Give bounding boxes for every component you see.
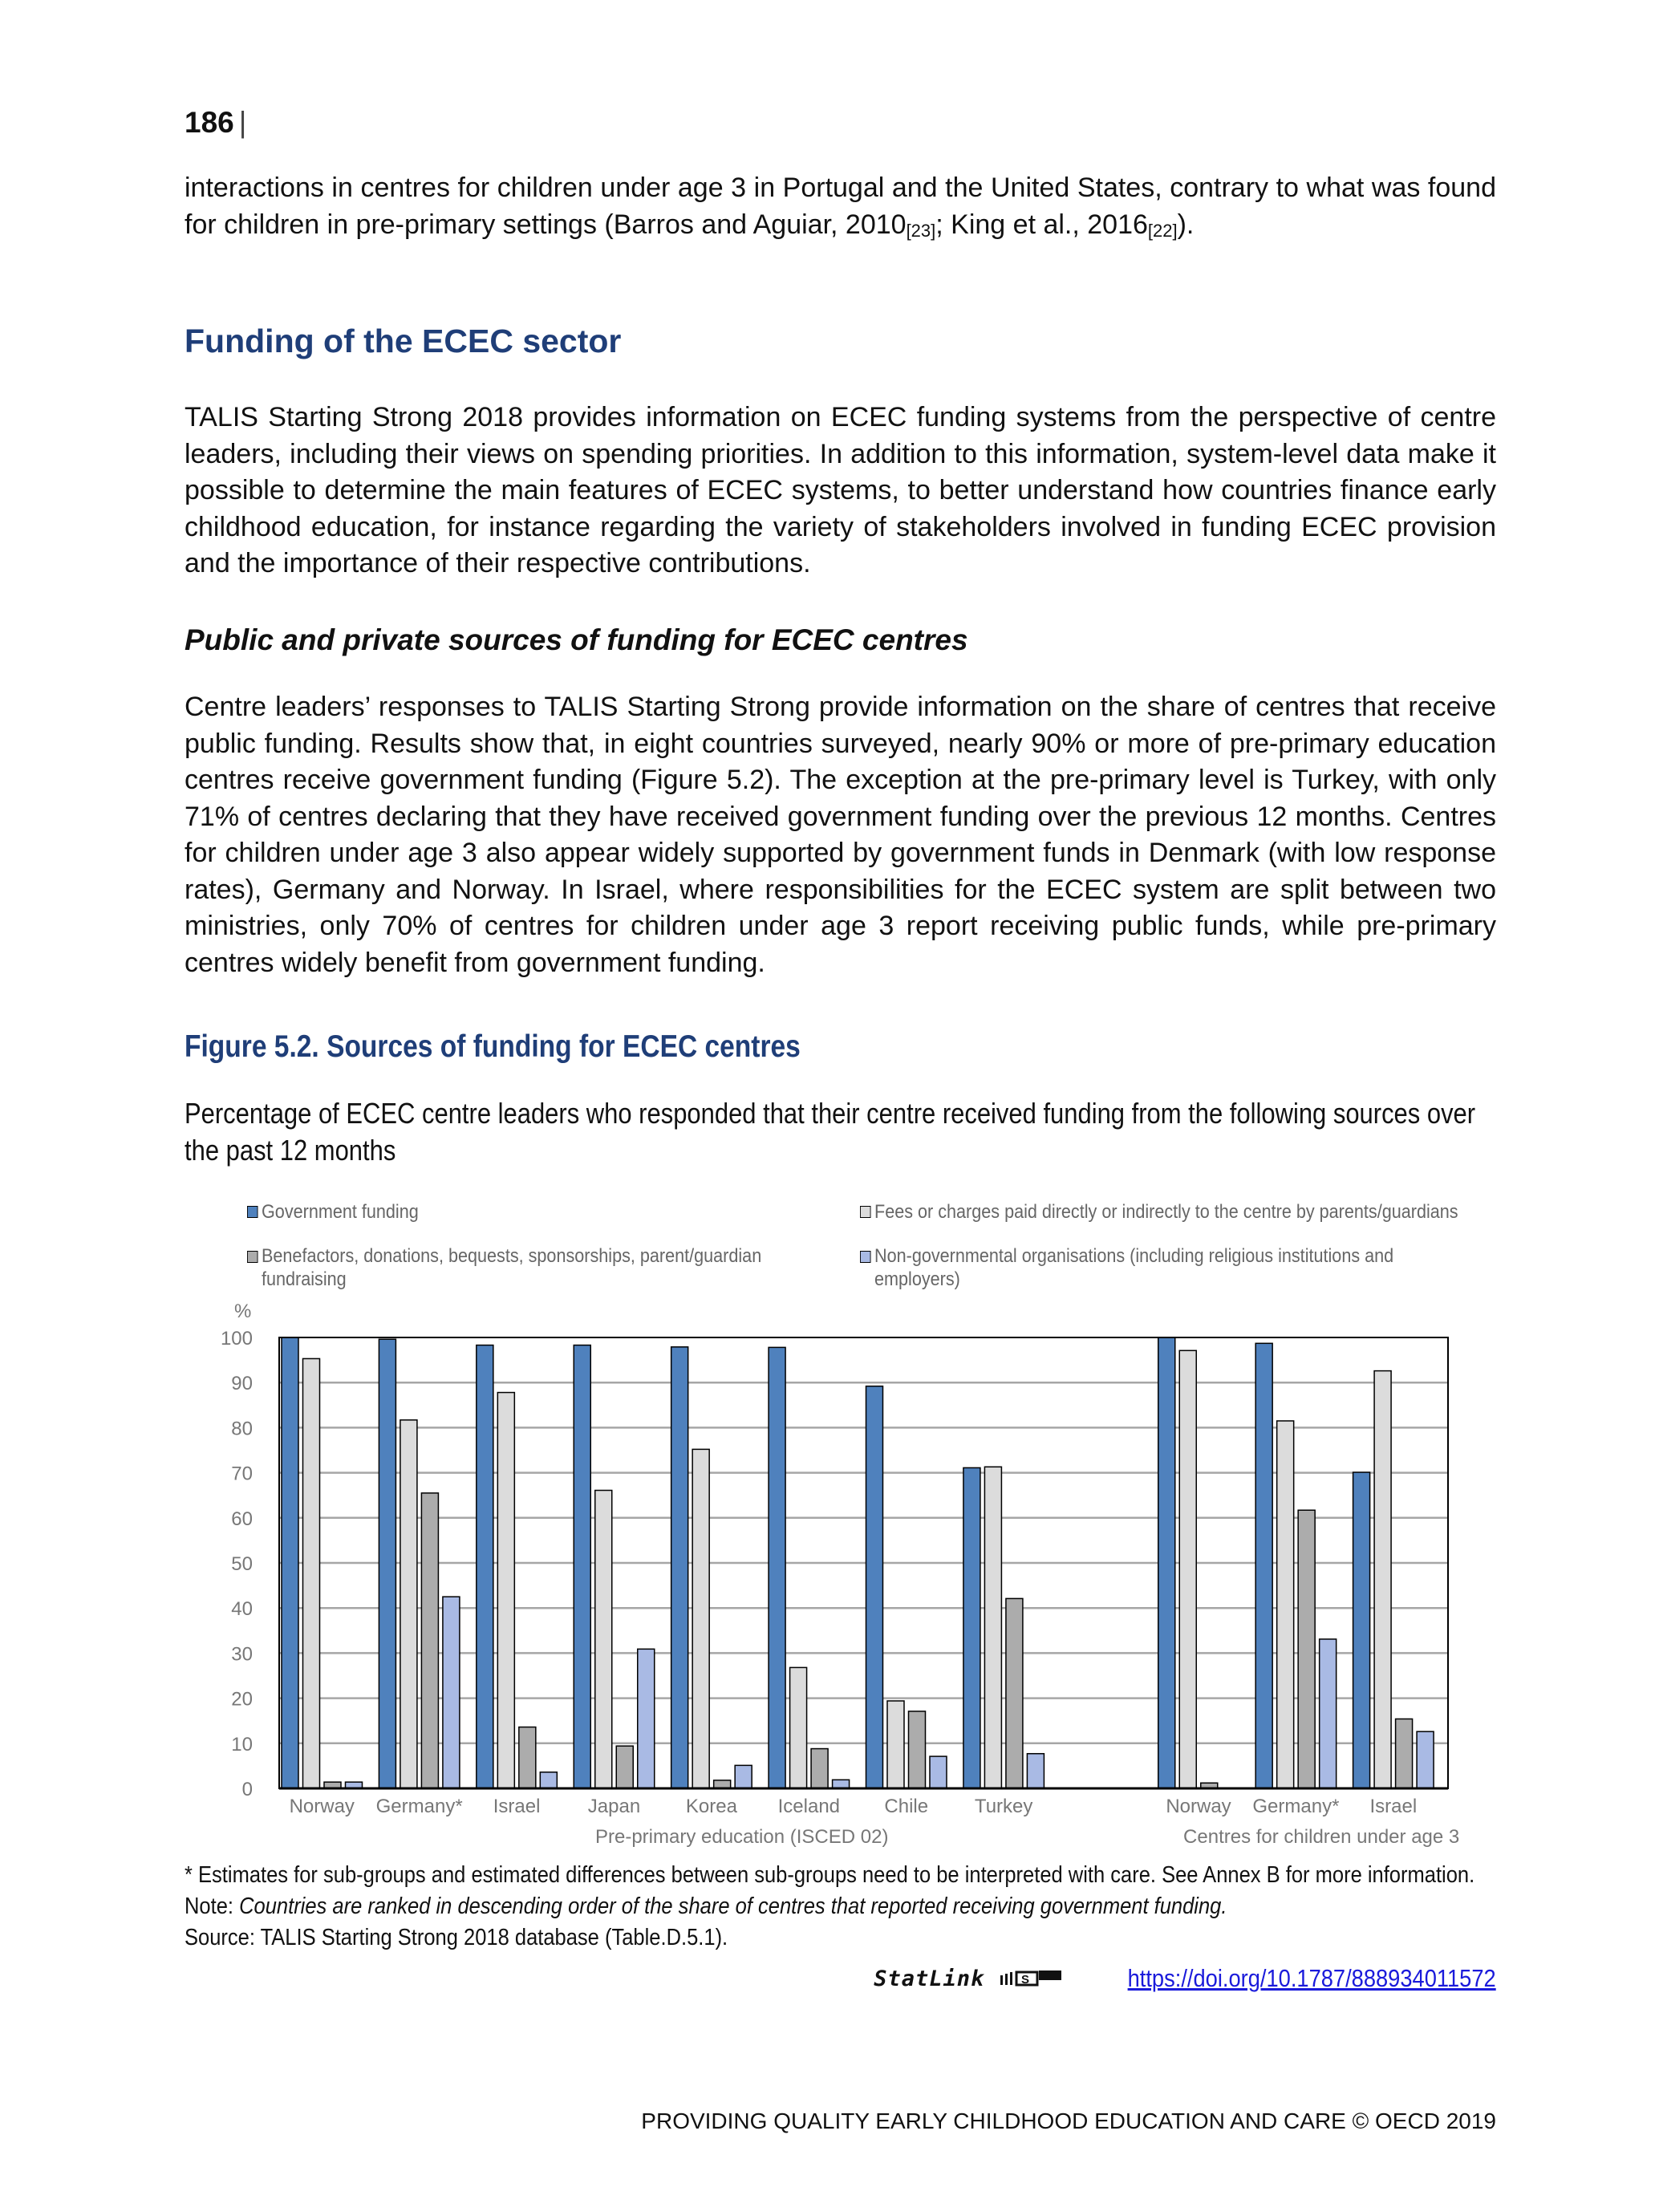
legend-item-fees: [860, 1200, 1458, 1224]
y-tick-label: 60: [231, 1508, 253, 1530]
statlink-logo: StatLink: [874, 1966, 985, 1991]
bar-fees: [984, 1467, 1001, 1788]
y-tick-label: 40: [231, 1598, 253, 1621]
bar-fees: [692, 1449, 709, 1788]
y-tick-label: 10: [231, 1733, 253, 1755]
note-text: Countries are ranked in descending order of the share of centres that reported receiving government funding.: [239, 1893, 1227, 1919]
x-tick-label: Chile: [884, 1796, 929, 1817]
x-tick-label: Norway: [1166, 1796, 1231, 1817]
legend-swatch: [860, 1206, 871, 1218]
y-tick-label: 0: [241, 1779, 253, 1800]
y-tick-label: 50: [231, 1553, 253, 1575]
bar-government: [1353, 1472, 1370, 1788]
statlink-url[interactable]: https://doi.org/10.1787/888934011572: [1127, 1964, 1496, 1992]
x-tick-label: Germany*: [1252, 1796, 1340, 1817]
section-heading: Funding of the ECEC sector: [185, 323, 622, 359]
y-tick-label: 70: [231, 1463, 253, 1485]
bar-government: [963, 1467, 980, 1788]
bar-fees: [595, 1491, 612, 1788]
bar-benefactors: [714, 1780, 731, 1788]
bar-nongovernmental: [1320, 1639, 1337, 1788]
y-tick-label: 90: [231, 1373, 253, 1395]
bar-nongovernmental: [735, 1765, 752, 1788]
bar-government: [282, 1337, 298, 1788]
bar-fees: [400, 1420, 417, 1788]
intro-text-mid: ; King et al., 2016: [935, 209, 1148, 240]
bar-benefactors: [909, 1711, 926, 1788]
note: [185, 1891, 1526, 1922]
bar-nongovernmental: [1417, 1731, 1434, 1788]
legend-item-government: [247, 1200, 419, 1224]
bar-government: [769, 1347, 785, 1788]
bar-government: [1255, 1343, 1272, 1788]
y-tick-label: 80: [231, 1418, 253, 1440]
bar-benefactors: [1298, 1510, 1315, 1788]
bar-fees: [1374, 1371, 1391, 1788]
figure-subtitle: Percentage of ECEC centre leaders who responded that their centre received funding from the following sources over the past 12 months: [185, 1097, 1476, 1167]
bar-nongovernmental: [930, 1756, 947, 1788]
bar-nongovernmental: [1027, 1754, 1044, 1788]
bar-nongovernmental: [638, 1649, 655, 1788]
y-tick-label: 30: [231, 1643, 253, 1666]
bar-government: [866, 1386, 883, 1788]
bar-nongovernmental: [540, 1772, 557, 1788]
bar-benefactors: [811, 1749, 828, 1788]
bar-government: [477, 1345, 493, 1788]
statlink-icon: [999, 1969, 1063, 1988]
x-tick-label: Israel: [493, 1796, 541, 1817]
bar-government: [1158, 1337, 1175, 1788]
bar-fees: [1277, 1421, 1294, 1788]
x-tick-label: Japan: [587, 1796, 641, 1817]
bar-fees: [790, 1667, 807, 1788]
bar-benefactors: [616, 1746, 633, 1788]
bar-nongovernmental: [833, 1780, 850, 1788]
bar-fees: [1179, 1350, 1196, 1788]
intro-paragraph: [185, 170, 1496, 249]
bar-fees: [303, 1358, 320, 1788]
x-tick-label: Israel: [1369, 1796, 1418, 1817]
x-tick-label: Turkey: [974, 1796, 1033, 1817]
page-footer: PROVIDING QUALITY EARLY CHILDHOOD EDUCATION AND CARE © OECD 2019: [641, 2109, 1496, 2133]
citation-ref[interactable]: [23]: [906, 220, 936, 241]
y-tick-label: 20: [231, 1688, 253, 1711]
subsection-paragraph: Centre leaders’ responses to TALIS Starting Strong provide information on the share of centres that receive public funding. Results show that, in eight countries surveyed, nearly 90% or more of pre-primary education centres receive government funding (Figure 5.2). The exception at the pre-primary level is Turkey, with only 71% of centres declaring that they have received government funding over the previous 12 months. Centres for children under age 3 also appear widely supported by government funds in Denmark (with low response rates), Germany and Norway. In Israel, where responsibilities for the ECEC system are split between two ministries, only 70% of centres for children under age 3 report receiving public funds, while pre-primary centres widely benefit from government funding.: [185, 692, 1496, 978]
bar-benefactors: [421, 1493, 438, 1788]
subsection-heading: Public and private sources of funding for ECEC centres: [185, 623, 968, 656]
bar-government: [671, 1347, 688, 1788]
x-tick-label: Iceland: [777, 1796, 841, 1817]
legend-label: Benefactors, donations, bequests, sponsorships, parent/guardian fundraising: [262, 1245, 762, 1290]
bar-benefactors: [1006, 1598, 1023, 1788]
asterisk-note: * Estimates for sub-groups and estimated differences between sub-groups need to be interpreted with care. See Annex B for more information.: [185, 1862, 1475, 1888]
page-number: [185, 106, 246, 140]
bar-benefactors: [1396, 1719, 1413, 1788]
citation-ref[interactable]: [22]: [1147, 220, 1178, 241]
legend-label: Non-governmental organisations (including religious institutions and employers): [874, 1245, 1394, 1290]
intro-text-end: ).: [1177, 209, 1195, 240]
legend-swatch: [860, 1251, 871, 1263]
bar-government: [379, 1339, 395, 1788]
bar-chart: [0, 1284, 1659, 1861]
x-tick-label: Norway: [289, 1796, 355, 1817]
note-label: Note:: [185, 1893, 240, 1919]
page-number-text: 186: [185, 106, 234, 139]
x-tick-label: Germany*: [375, 1796, 463, 1817]
bar-benefactors: [519, 1727, 536, 1788]
bar-nongovernmental: [443, 1597, 460, 1788]
group-label-under-3: Centres for children under age 3: [1183, 1826, 1460, 1848]
bar-fees: [497, 1393, 514, 1788]
legend-label: Government funding: [262, 1201, 419, 1223]
bar-government: [574, 1345, 590, 1788]
y-axis-label: %: [234, 1301, 252, 1322]
y-tick-label: 100: [220, 1328, 253, 1350]
statlink: [874, 1964, 1496, 1993]
section-paragraph: TALIS Starting Strong 2018 provides information on ECEC funding systems from the perspective of centre leaders, including their views on spending priorities. In addition to this information, system-level data make it possible to determine the main features of ECEC systems, to better understand how countries finance early childhood education, for instance regarding the variety of stakeholders involved in funding ECEC provision and the importance of their respective contributions.: [185, 402, 1496, 578]
svg-text:S: S: [1021, 1973, 1030, 1987]
group-label-pre-primary: Pre-primary education (ISCED 02): [594, 1826, 889, 1848]
page-separator: |: [238, 106, 247, 139]
source-note: Source: TALIS Starting Strong 2018 database (Table.D.5.1).: [185, 1925, 728, 1950]
legend-swatch: [247, 1251, 258, 1263]
x-tick-label: Korea: [685, 1796, 737, 1817]
figure-title: Figure 5.2. Sources of funding for ECEC centres: [185, 1029, 801, 1064]
bar-fees: [887, 1701, 904, 1788]
legend-label: Fees or charges paid directly or indirectly to the centre by parents/guardians: [874, 1201, 1458, 1223]
legend-swatch: [247, 1206, 258, 1218]
intro-text: interactions in centres for children under age 3 in Portugal and the United States, contrary to what was found for children in pre-primary settings (Barros and Aguiar, 2010: [185, 172, 1496, 240]
